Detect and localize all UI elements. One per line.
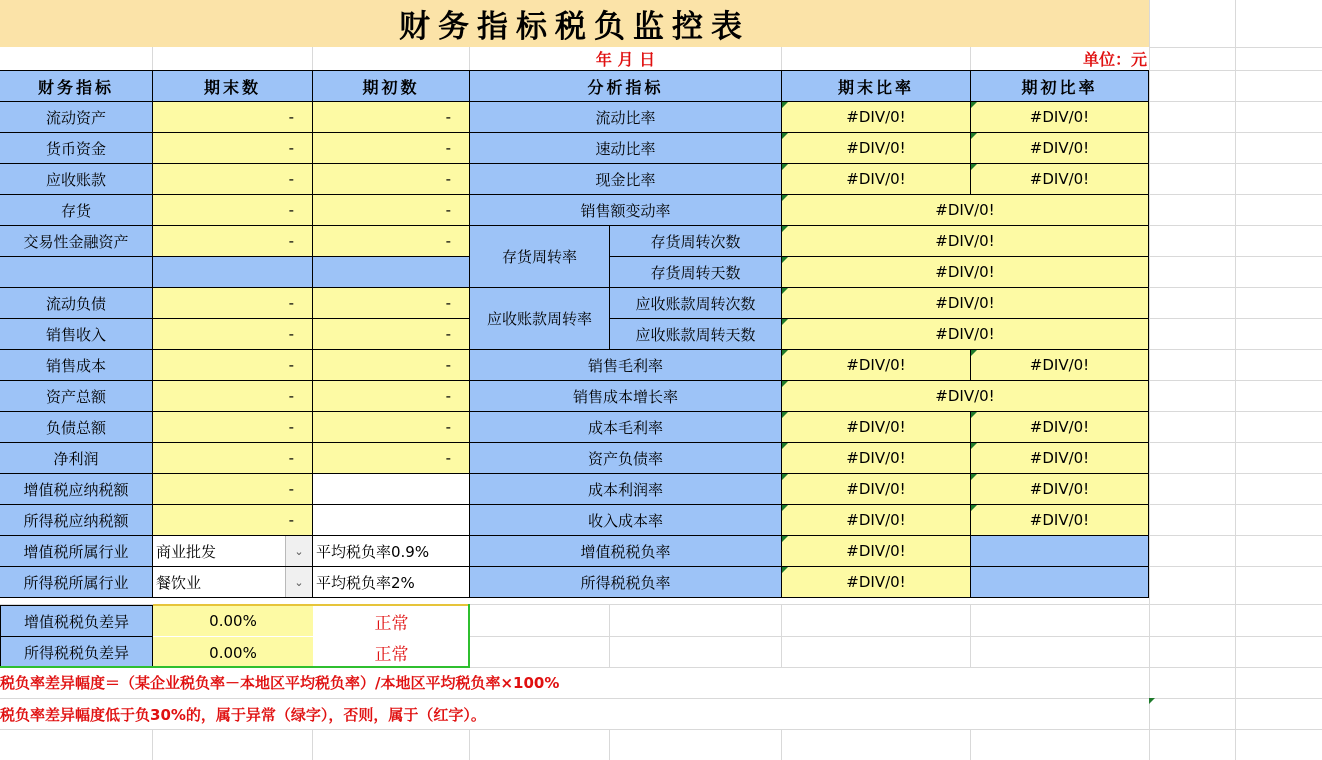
merged-ratio-cell[interactable]: #DIV/0! xyxy=(782,288,1149,319)
gridline xyxy=(1149,47,1322,48)
analysis-group-label[interactable]: 存货周转率 xyxy=(470,226,610,288)
end-ratio-cell[interactable]: #DIV/0! xyxy=(782,133,971,164)
gridline xyxy=(781,729,782,760)
avg-tax-rate-cell[interactable]: 平均税负率0.9% xyxy=(313,536,470,567)
gridline xyxy=(970,604,971,667)
analysis-label[interactable]: 收入成本率 xyxy=(470,505,782,536)
end-ratio-cell[interactable]: #DIV/0! xyxy=(782,412,971,443)
gridline xyxy=(1149,473,1322,474)
end-value-cell[interactable]: - xyxy=(153,102,313,133)
analysis-label[interactable]: 现金比率 xyxy=(470,164,782,195)
end-ratio-cell[interactable]: #DIV/0! xyxy=(782,102,971,133)
begin-value-cell[interactable] xyxy=(313,505,470,536)
analysis-group-label[interactable]: 应收账款周转率 xyxy=(470,288,610,350)
merged-ratio-cell[interactable]: #DIV/0! xyxy=(782,319,1149,350)
begin-ratio-cell[interactable]: #DIV/0! xyxy=(971,133,1149,164)
gridline xyxy=(1149,349,1322,350)
begin-ratio-cell[interactable]: #DIV/0! xyxy=(971,474,1149,505)
end-value-cell[interactable]: - xyxy=(153,195,313,226)
merged-ratio-cell[interactable]: #DIV/0! xyxy=(782,381,1149,412)
end-ratio-cell[interactable]: #DIV/0! xyxy=(782,164,971,195)
end-value-cell[interactable]: - xyxy=(153,474,313,505)
vat-industry-select[interactable] xyxy=(153,536,313,567)
diff-highlight-border xyxy=(153,604,469,606)
gridline xyxy=(1149,256,1322,257)
end-value-cell[interactable]: - xyxy=(153,350,313,381)
gridline xyxy=(1149,504,1322,505)
analysis-label[interactable]: 成本利润率 xyxy=(470,474,782,505)
gridline xyxy=(609,729,610,760)
select-value: 餐饮业 xyxy=(156,573,202,592)
rule-note: 税负率差异幅度低于负30%的，属于异常（绿字），否则，属于（红字）。 xyxy=(0,706,486,724)
diff-highlight-border xyxy=(0,666,470,668)
begin-ratio-cell[interactable]: #DIV/0! xyxy=(971,350,1149,381)
gridline xyxy=(469,729,470,760)
begin-value-cell[interactable]: - xyxy=(313,195,470,226)
merged-ratio-cell[interactable]: #DIV/0! xyxy=(782,226,1149,257)
cell-indicator xyxy=(1149,698,1155,704)
end-ratio-cell[interactable]: #DIV/0! xyxy=(782,474,971,505)
row-label[interactable]: 货币资金 xyxy=(0,133,153,164)
begin-ratio-cell[interactable]: #DIV/0! xyxy=(971,102,1149,133)
gridline xyxy=(609,604,610,667)
gridline xyxy=(0,698,1322,699)
end-ratio-cell[interactable]: #DIV/0! xyxy=(782,567,971,598)
end-value-cell[interactable]: - xyxy=(153,133,313,164)
avg-tax-rate-cell[interactable]: 平均税负率2% xyxy=(313,567,470,598)
gridline xyxy=(1149,566,1322,567)
gridline xyxy=(781,604,782,667)
gridline xyxy=(1149,194,1322,195)
formula-note: 税负率差异幅度＝（某企业税负率－本地区平均税负率）/本地区平均税负率×100% xyxy=(0,674,560,692)
begin-value-cell[interactable]: - xyxy=(313,350,470,381)
gridline xyxy=(152,47,153,70)
row-label[interactable]: 所得税应纳税额 xyxy=(0,505,153,536)
gridline xyxy=(970,729,971,760)
diff-label[interactable]: 所得税税负差异 xyxy=(0,637,153,668)
analysis-label[interactable]: 增值税税负率 xyxy=(470,536,782,567)
row-label[interactable]: 流动负债 xyxy=(0,288,153,319)
analysis-label[interactable]: 速动比率 xyxy=(470,133,782,164)
gridline xyxy=(312,729,313,760)
gridline xyxy=(1149,163,1322,164)
gridline xyxy=(1149,225,1322,226)
diff-status-cell[interactable]: 正常 xyxy=(313,637,470,668)
begin-value-cell[interactable]: - xyxy=(313,319,470,350)
begin-value-cell[interactable]: - xyxy=(313,133,470,164)
begin-value-cell[interactable]: - xyxy=(313,443,470,474)
end-ratio-cell[interactable]: #DIV/0! xyxy=(782,536,971,567)
begin-value-cell[interactable]: - xyxy=(313,164,470,195)
gridline xyxy=(1149,318,1322,319)
analysis-label[interactable]: 所得税税负率 xyxy=(470,567,782,598)
end-ratio-cell[interactable]: #DIV/0! xyxy=(782,350,971,381)
gridline xyxy=(152,729,153,760)
diff-highlight-border xyxy=(468,604,470,668)
row-label[interactable]: 销售收入 xyxy=(0,319,153,350)
row-label[interactable]: 应收账款 xyxy=(0,164,153,195)
header-financial-indicator: 财务指标 xyxy=(0,71,153,102)
begin-ratio-cell[interactable] xyxy=(971,567,1149,598)
gridline xyxy=(1149,101,1322,102)
row-label[interactable]: 流动资产 xyxy=(0,102,153,133)
header-begin-ratio: 期初比率 xyxy=(971,71,1149,102)
begin-value-cell[interactable]: - xyxy=(313,381,470,412)
gridline xyxy=(0,729,1322,730)
chevron-down-icon[interactable]: ⌄ xyxy=(285,567,312,597)
end-ratio-cell[interactable]: #DIV/0! xyxy=(782,443,971,474)
end-value-cell[interactable]: - xyxy=(153,381,313,412)
row-label[interactable]: 所得税所属行业 xyxy=(0,567,153,598)
begin-value-cell[interactable]: - xyxy=(313,102,470,133)
analysis-label[interactable]: 应收账款周转天数 xyxy=(610,319,782,350)
end-value-cell[interactable] xyxy=(153,257,313,288)
row-label[interactable]: 增值税所属行业 xyxy=(0,536,153,567)
row-label[interactable]: 存货 xyxy=(0,195,153,226)
analysis-label[interactable]: 存货周转天数 xyxy=(610,257,782,288)
sheet-title: 财务指标税负监控表 xyxy=(0,0,1149,47)
gridline xyxy=(1149,287,1322,288)
chevron-down-icon[interactable]: ⌄ xyxy=(285,536,312,566)
select-value: 商业批发 xyxy=(156,542,217,561)
analysis-label[interactable]: 销售毛利率 xyxy=(470,350,782,381)
end-value-cell[interactable]: - xyxy=(153,226,313,257)
gridline xyxy=(1149,535,1322,536)
header-analysis-indicator: 分析指标 xyxy=(470,71,782,102)
gridline xyxy=(312,47,313,70)
row-label[interactable]: 交易性金融资产 xyxy=(0,226,153,257)
header-period-begin: 期初数 xyxy=(313,71,470,102)
header-period-end: 期末数 xyxy=(153,71,313,102)
merged-ratio-cell[interactable]: #DIV/0! xyxy=(782,195,1149,226)
analysis-label[interactable]: 存货周转次数 xyxy=(610,226,782,257)
merged-ratio-cell[interactable]: #DIV/0! xyxy=(782,257,1149,288)
gridline xyxy=(1149,442,1322,443)
begin-value-cell[interactable]: - xyxy=(313,412,470,443)
date-label[interactable]: 年 月 日 xyxy=(595,50,656,69)
begin-ratio-cell[interactable]: #DIV/0! xyxy=(971,505,1149,536)
analysis-label[interactable]: 资产负债率 xyxy=(470,443,782,474)
begin-value-cell[interactable] xyxy=(313,474,470,505)
begin-ratio-cell[interactable]: #DIV/0! xyxy=(971,412,1149,443)
diff-label[interactable]: 增值税税负差异 xyxy=(0,605,153,637)
diff-status-cell[interactable]: 正常 xyxy=(313,605,470,637)
begin-ratio-cell[interactable]: #DIV/0! xyxy=(971,443,1149,474)
begin-ratio-cell[interactable]: #DIV/0! xyxy=(971,164,1149,195)
analysis-label[interactable]: 应收账款周转次数 xyxy=(610,288,782,319)
row-label[interactable] xyxy=(0,257,153,288)
begin-value-cell[interactable] xyxy=(313,257,470,288)
gridline xyxy=(1149,411,1322,412)
begin-value-cell[interactable]: - xyxy=(313,226,470,257)
begin-ratio-cell[interactable] xyxy=(971,536,1149,567)
analysis-label[interactable]: 销售额变动率 xyxy=(470,195,782,226)
row-label[interactable]: 负债总额 xyxy=(0,412,153,443)
analysis-label[interactable]: 销售成本增长率 xyxy=(470,381,782,412)
header-end-ratio: 期末比率 xyxy=(782,71,971,102)
end-value-cell[interactable]: - xyxy=(153,443,313,474)
end-value-cell[interactable]: - xyxy=(153,319,313,350)
end-value-cell[interactable]: - xyxy=(153,505,313,536)
row-label[interactable]: 增值税应纳税额 xyxy=(0,474,153,505)
end-value-cell[interactable]: - xyxy=(153,164,313,195)
row-label[interactable]: 销售成本 xyxy=(0,350,153,381)
diff-value-cell[interactable]: 0.00% xyxy=(153,605,313,637)
row-label[interactable]: 净利润 xyxy=(0,443,153,474)
diff-value-cell[interactable]: 0.00% xyxy=(153,637,313,668)
end-value-cell[interactable]: - xyxy=(153,288,313,319)
begin-value-cell[interactable]: - xyxy=(313,288,470,319)
analysis-label[interactable]: 成本毛利率 xyxy=(470,412,782,443)
unit-label: 单位：元 xyxy=(1082,50,1147,69)
gridline xyxy=(1149,132,1322,133)
gridline xyxy=(781,47,782,70)
end-ratio-cell[interactable]: #DIV/0! xyxy=(782,505,971,536)
end-value-cell[interactable]: - xyxy=(153,412,313,443)
income-tax-industry-select[interactable] xyxy=(153,567,313,598)
gridline xyxy=(1149,380,1322,381)
row-label[interactable]: 资产总额 xyxy=(0,381,153,412)
gridline xyxy=(1149,70,1322,71)
analysis-label[interactable]: 流动比率 xyxy=(470,102,782,133)
